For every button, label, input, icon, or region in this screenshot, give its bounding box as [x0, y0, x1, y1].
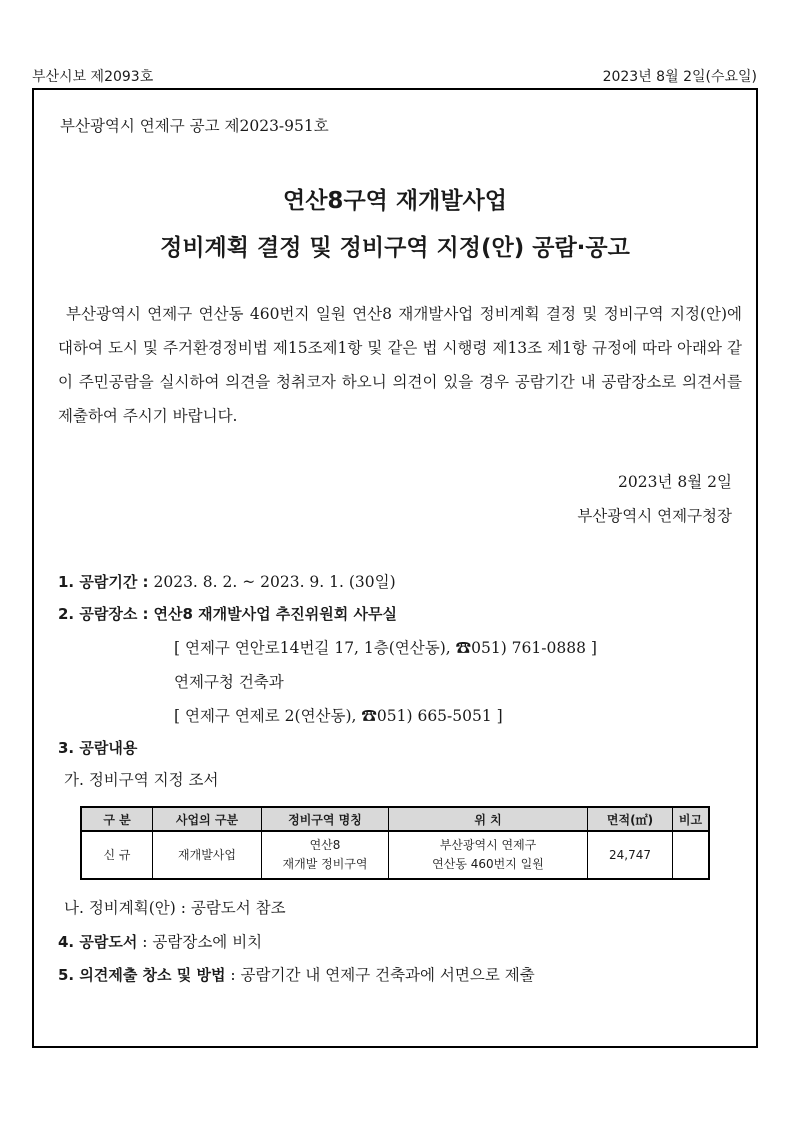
th-zone-name: 정비구역 명칭 — [262, 807, 389, 831]
th-location: 위 치 — [389, 807, 588, 831]
gazette-date: 2023년 8월 2일(수요일) — [602, 69, 757, 85]
designation-table — [80, 806, 710, 880]
item-period-label: 1. 공람기간 : — [58, 573, 149, 591]
notice-signatory: 부산광역시 연제구청장 — [577, 507, 732, 525]
item-documents-label: 4. 공람도서 — [58, 933, 138, 951]
notice-date: 2023년 8월 2일 — [618, 473, 732, 491]
item-submission — [58, 963, 535, 985]
notice-body-text: 부산광역시 연제구 연산동 460번지 일원 연산8 재개발사업 정비계획 결정 및 정비구역 지정(안)에 대하여 도시 및 주거환경정비법 제15조제1항 및 같은 법 시행령 제13조 제1항 규정에 따라 아래와 같이 주민공람을 실시하여 의견을 청취코자 하오니 의견이 있을 경우 공람기간 내 공람장소로 의견서를 제출하여 주시기 바랍니다. — [58, 305, 742, 425]
item-content — [58, 737, 137, 758]
item-place-address2: [ 연제구 연제로 2(연산동), ☎051) 665-5051 ] — [174, 707, 503, 725]
notice-title-line1: 연산8구역 재개발사업 — [283, 188, 507, 214]
cell-zone-name-line2: 재개발 정비구역 — [282, 857, 368, 871]
th-category: 구 분 — [81, 807, 153, 831]
cell-area: 24,747 — [588, 831, 673, 879]
notice-title-line2: 정비계획 결정 및 정비구역 지정(안) 공람·공고 — [160, 235, 630, 261]
item-content-sub-a: 가. 정비구역 지정 조서 — [64, 771, 219, 789]
gazette-issue: 부산시보 제2093호 — [32, 69, 154, 85]
th-note: 비고 — [673, 807, 710, 831]
th-area: 면적(㎡) — [588, 807, 673, 831]
item-period-value: 2023. 8. 2. ~ 2023. 9. 1. (30일) — [153, 573, 396, 591]
notice-body — [58, 297, 742, 433]
cell-zone-name — [262, 831, 389, 879]
item-period — [58, 570, 396, 592]
table-header-row — [81, 807, 709, 831]
cell-location — [389, 831, 588, 879]
cell-category: 신 규 — [81, 831, 153, 879]
cell-zone-name-line1: 연산8 — [309, 838, 341, 852]
cell-location-line2: 연산동 460번지 일원 — [432, 857, 544, 871]
cell-business: 재개발사업 — [153, 831, 262, 879]
cell-note — [673, 831, 710, 879]
item-content-sub-b: 나. 정비계획(안) : 공람도서 참조 — [64, 899, 286, 917]
item-place-label: 2. 공람장소 : — [58, 605, 149, 623]
item-documents-value: : 공람장소에 비치 — [142, 933, 263, 951]
item-submission-label: 5. 의견제출 창소 및 방법 — [58, 966, 226, 984]
th-business: 사업의 구분 — [153, 807, 262, 831]
item-documents — [58, 930, 262, 952]
item-place-address1: [ 연제구 연안로14번길 17, 1층(연산동), ☎051) 761-0888 ] — [174, 639, 597, 657]
item-place-value: 연산8 재개발사업 추진위원회 사무실 — [153, 605, 397, 623]
item-place — [58, 603, 397, 624]
notice-number: 부산광역시 연제구 공고 제2023-951호 — [60, 117, 329, 135]
item-place-second: 연제구청 건축과 — [174, 673, 284, 691]
item-submission-value: : 공람기간 내 연제구 건축과에 서면으로 제출 — [230, 966, 535, 984]
cell-location-line1: 부산광역시 연제구 — [439, 838, 537, 852]
item-content-label: 3. 공람내용 — [58, 739, 138, 757]
notice-box — [32, 88, 758, 1048]
table-row — [81, 831, 709, 879]
